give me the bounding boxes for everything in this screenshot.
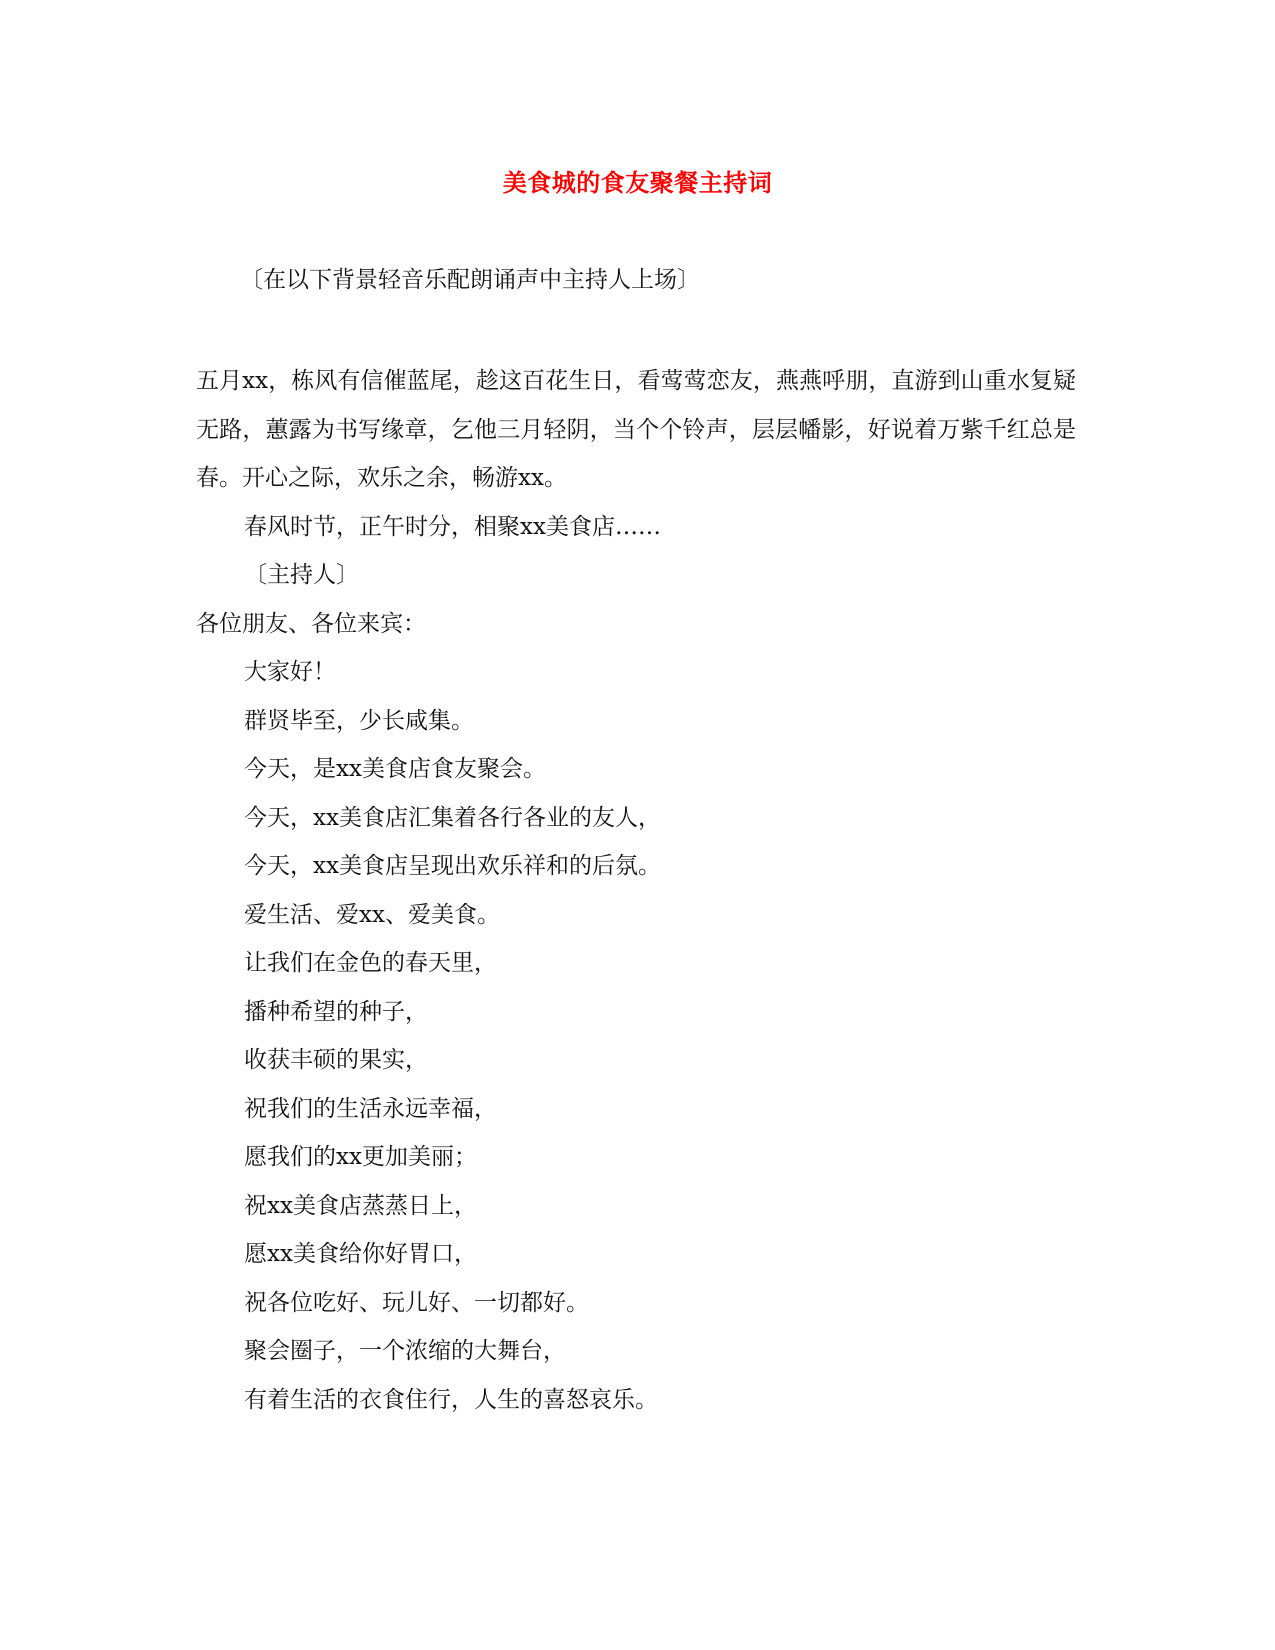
paragraph: 祝各位吃好、玩儿好、一切都好。 bbox=[244, 1289, 589, 1316]
paragraph: 群贤毕至，少长咸集。 bbox=[244, 707, 474, 734]
paragraph: 祝xx美食店蒸蒸日上， bbox=[244, 1192, 477, 1219]
paragraph: 爱生活、爱xx、爱美食。 bbox=[244, 901, 500, 928]
paragraph: 让我们在金色的春天里， bbox=[244, 950, 497, 976]
document-body bbox=[196, 357, 1076, 1424]
paragraph: 愿xx美食给你好胃口， bbox=[244, 1241, 477, 1267]
document-title: 美食城的食友聚餐主持词 bbox=[502, 168, 773, 197]
paragraph: 今天，xx美食店呈现出欢乐祥和的后氛。 bbox=[244, 853, 661, 879]
paragraph: 愿我们的xx更加美丽； bbox=[244, 1144, 477, 1170]
paragraph: 聚会圈子，一个浓缩的大舞台， bbox=[244, 1338, 566, 1364]
paragraph: 春风时节，正午时分，相聚xx美食店…… bbox=[244, 513, 661, 540]
paragraph: 祝我们的生活永远幸福， bbox=[244, 1095, 497, 1122]
paragraph: 今天，是xx美食店食友聚会。 bbox=[244, 756, 546, 782]
paragraph: 〔主持人〕 bbox=[244, 562, 359, 588]
paragraph: 有着生活的衣食住行，人生的喜怒哀乐。 bbox=[244, 1386, 658, 1413]
paragraph: 大家好！ bbox=[244, 659, 336, 685]
paragraph: 五月xx，栋风有信催蓝尾，趁这百花生日，看莺莺恋友，燕燕呼朋，直游到山重水复疑无路，蕙露为书写缘章，乞他三月轻阴，当个个铃声，层层幡影，好说着万紫千红总是春。开心之际，欢乐之余，畅游xx。 bbox=[196, 368, 1076, 491]
stage-note: 〔在以下背景轻音乐配朗诵声中主持人上场〕 bbox=[240, 267, 700, 293]
paragraph: 今天，xx美食店汇集着各行各业的友人， bbox=[244, 804, 661, 831]
paragraph: 收获丰硕的果实， bbox=[244, 1047, 428, 1073]
paragraph: 播种希望的种子， bbox=[244, 998, 428, 1025]
paragraph: 各位朋友、各位来宾： bbox=[196, 610, 426, 637]
